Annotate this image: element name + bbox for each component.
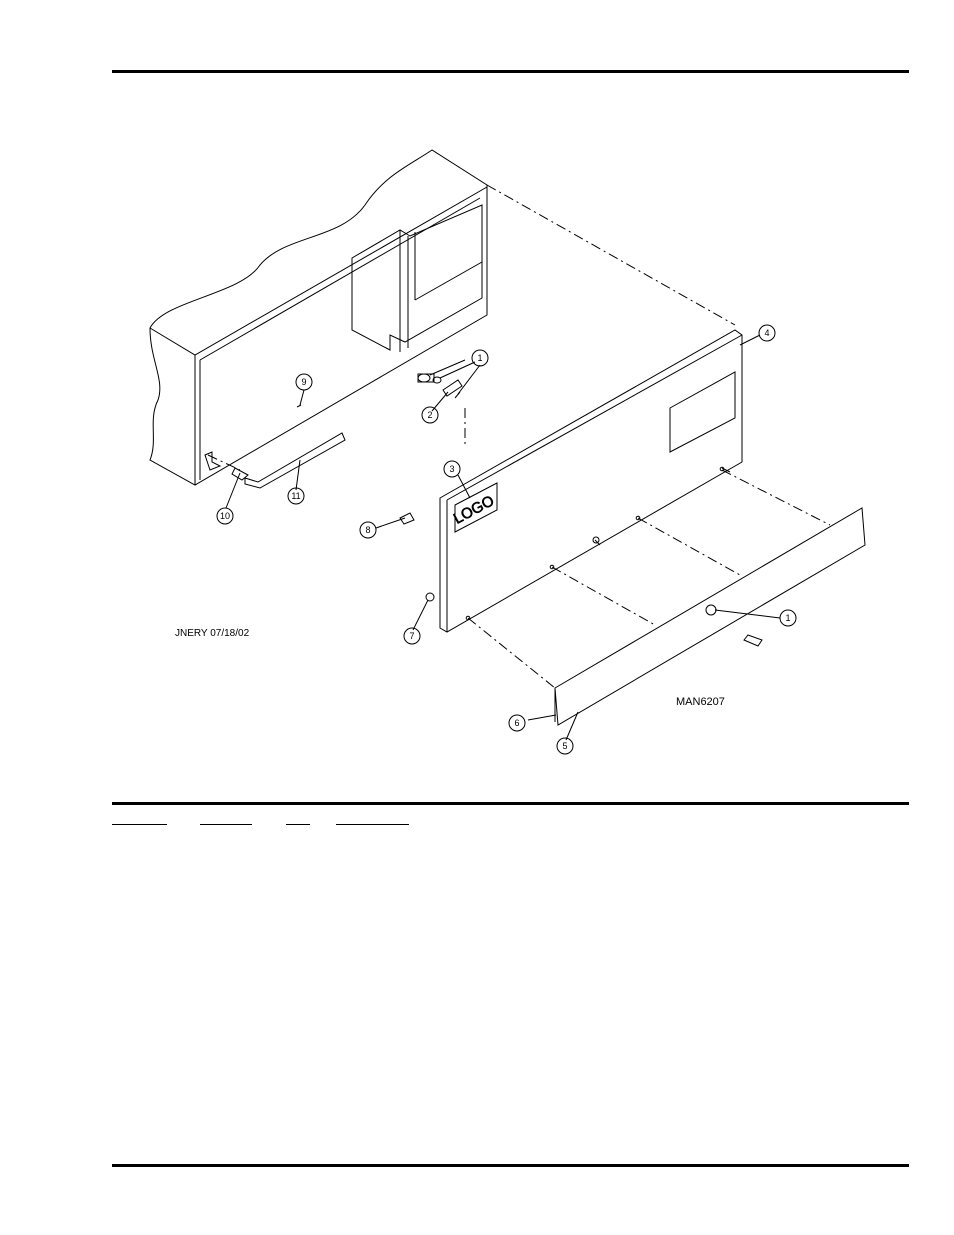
callout-6: 6 <box>514 718 520 728</box>
rod <box>245 433 345 488</box>
section-divider <box>112 802 909 805</box>
logo-text: LOGO <box>450 492 498 528</box>
front-panel <box>440 330 742 632</box>
callout-10: 10 <box>219 511 231 521</box>
kick-plate <box>555 508 865 725</box>
cabinet-outline <box>150 150 487 485</box>
column-header-qty <box>286 812 310 825</box>
callout-4: 4 <box>764 328 770 338</box>
callout-8: 8 <box>365 525 371 535</box>
drawing-number: MAN6207 <box>676 696 725 708</box>
drawing-note: JNERY 07/18/02 <box>175 628 250 639</box>
column-header-remarks <box>336 812 409 825</box>
callout-2: 2 <box>427 410 433 420</box>
bracket <box>205 452 220 470</box>
callout-1: 1 <box>477 353 483 363</box>
callout-9: 9 <box>301 377 307 387</box>
column-header-description <box>200 812 252 825</box>
callout-11: 11 <box>291 491 301 501</box>
front-panel-window <box>670 372 735 452</box>
callout-7: 7 <box>409 631 415 641</box>
callout-1-lower: 1 <box>785 613 791 623</box>
callout-5: 5 <box>562 741 568 751</box>
bottom-rule <box>112 1164 909 1167</box>
column-header-part-number <box>112 812 167 825</box>
cabinet-top-edge <box>150 187 487 355</box>
callout-3: 3 <box>449 464 455 474</box>
